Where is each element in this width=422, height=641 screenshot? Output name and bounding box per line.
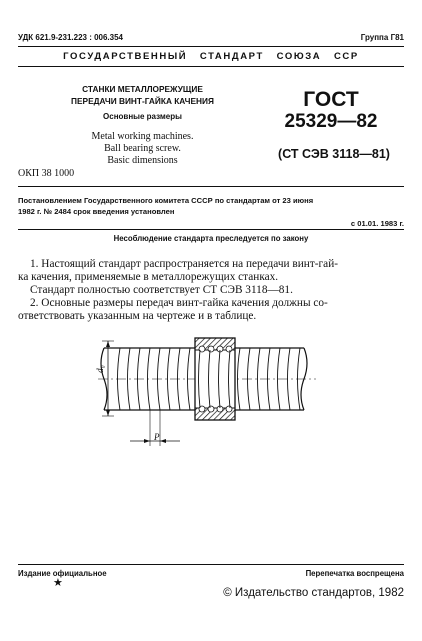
title-ru-line1: СТАНКИ МЕТАЛЛОРЕЖУЩИЕ [82, 84, 203, 94]
title-en-line2: Ball bearing screw. [104, 143, 181, 154]
nut-body [195, 338, 235, 420]
okp-code: ОКП 38 1000 [18, 168, 75, 179]
state-standard-banner: ГОСУДАРСТВЕННЫЙ СТАНДАРТ СОЮЗА ССР [63, 51, 359, 62]
decree-line1: Постановлением Государственного комитета СССР по стандартам от 23 июня [18, 196, 314, 205]
cmea-standard-reference: (СТ СЭВ 3118—81) [278, 147, 390, 161]
title-rule [18, 186, 404, 187]
effective-date: с 01.01. 1983 г. [350, 219, 404, 228]
decree-rule [18, 229, 404, 230]
paragraph-2-line1: 2. Основные размеры передач винт-гайка качения должны со- [30, 297, 328, 309]
copyright-notice: © Издательство стандартов, 1982 [223, 587, 404, 599]
paragraph-2-line2: ответствовать указанным на чертеже и в таблице. [18, 310, 257, 322]
legal-notice: Несоблюдение стандарта преследуется по закону [113, 234, 309, 243]
title-ru-line2: ПЕРЕДАЧИ ВИНТ-ГАЙКА КАЧЕНИЯ [71, 96, 214, 106]
footer-rule [18, 564, 404, 565]
paragraph-1-line2: ка качения, применяемые в металлорежущих станках. [18, 271, 279, 283]
gost-label: ГОСТ [303, 88, 359, 111]
gost-number: 25329—82 [284, 111, 378, 132]
paragraph-1-line3: Стандарт полностью соответствует СТ СЭВ 3118—81. [30, 284, 293, 296]
title-en-line1: Metal working machines. [91, 131, 194, 142]
title-ru-subtitle: Основные размеры [103, 112, 182, 121]
group-code: Группа Г81 [360, 33, 404, 42]
udk-code: УДК 621.9-231.223 : 006.354 [18, 33, 124, 42]
paragraph-1-line1: 1. Настоящий стандарт распространяется на передачи винт-гай- [30, 258, 338, 270]
label-d0: d₀ [94, 365, 105, 373]
decree-line2: 1982 г. № 2484 срок введения установлен [18, 207, 175, 216]
label-pitch: P [154, 432, 160, 442]
reprint-prohibited: Перепечатка воспрещена [305, 569, 404, 578]
ball-screw-drawing [90, 328, 330, 458]
star-icon: ★ [53, 577, 63, 589]
top-rule [18, 46, 404, 47]
official-edition: Издание официальное [18, 569, 107, 578]
title-en-line3: Basic dimensions [107, 155, 178, 166]
banner-rule [18, 66, 404, 67]
